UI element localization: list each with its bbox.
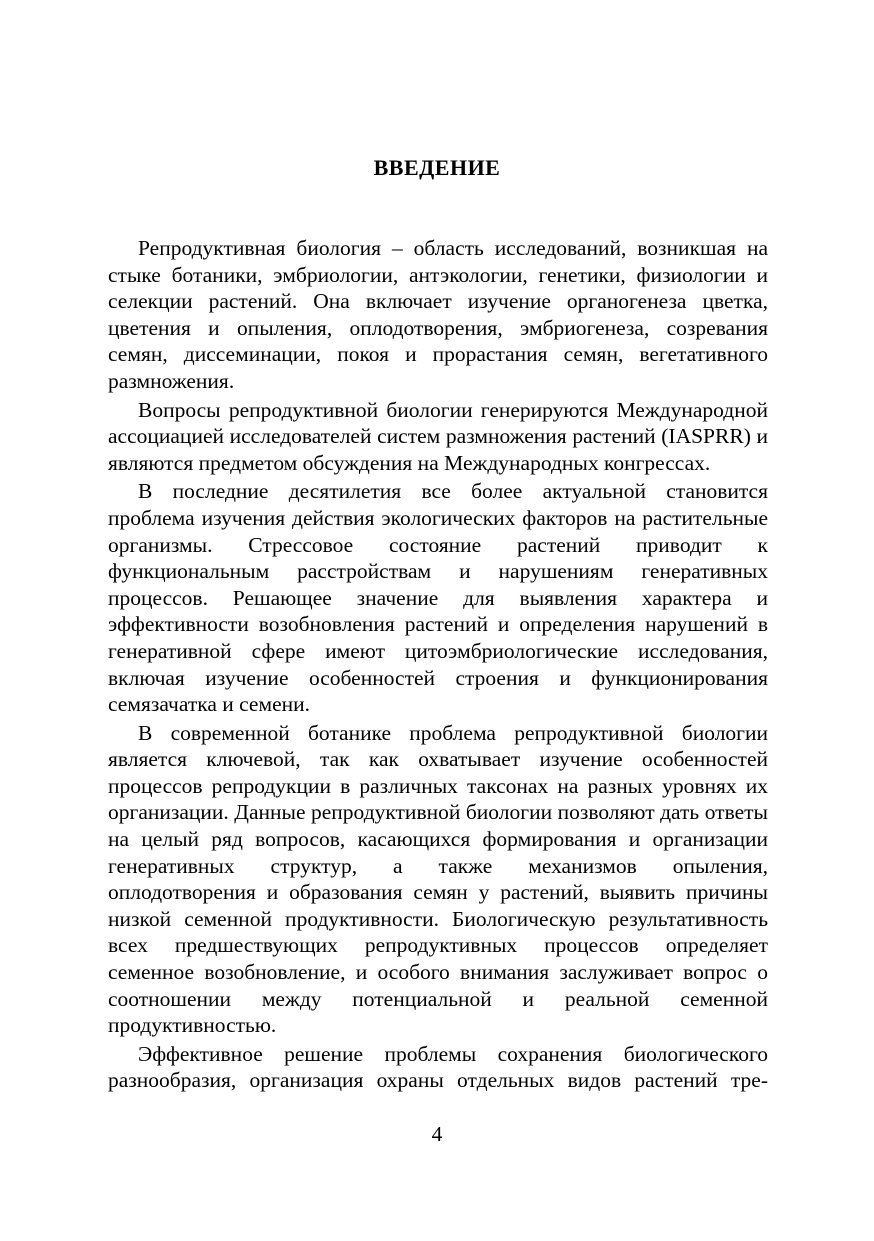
page-number: 4 bbox=[431, 1122, 443, 1146]
paragraph: Репродуктивная биология – область исследований, возникшая на стыке ботаники, эмбриологии, антэкологии, генетики, физиологии и селекции растений. Она включает изучение органогенеза цветка, цветения и опыления, оплодотворения, эмбриогенеза, созревания семян, диссеминации, покоя и прорастания семян, вегетативного размножения. bbox=[108, 236, 768, 393]
page-title: ВВЕДЕНИЕ bbox=[373, 155, 501, 180]
paragraph: В последние десятилетия все более актуальной становится проблема изучения действия экологических факторов на растительные организмы. Стрессовое состояние растений приводит к функциональным расстройствам и нарушениям генеративных процессов. Решающее значение для выявления характера и эффективности возобновления растений и определения нарушений в генеративной сфере имеют цитоэмбриологические исследования, включая изучение особенностей строения и функционирования семязачатка и семени. bbox=[108, 479, 768, 717]
body-text bbox=[108, 235, 768, 1096]
paragraph: Эффективное решение проблемы сохранения биологического разнообразия, организация охраны отдельных видов растений тре- bbox=[108, 1041, 768, 1093]
paragraph: Вопросы репродуктивной биологии генерируются Международной ассоциацией исследователей систем размножения растений (IASPRR) и являются предметом обсуждения на Международных конгрессах. bbox=[108, 397, 768, 475]
paragraph: В современной ботанике проблема репродуктивной биологии является ключевой, так как охватывает изучение особенностей процессов репродукции в различных таксонах на разных уровнях их организации. Данные репродуктивной биологии позволяют дать ответы на целый ряд вопросов, касающихся формирования и организации генеративных структур, а также механизмов опыления, оплодотворения и образования семян у растений, выявить причины низкой семенной продуктивности. Биологическую результативность всех предшествующих репродуктивных процессов определяет семенное возобновление, и особого внимания заслуживает вопрос о соотношении между потенциальной и реальной семенной продуктивностью. bbox=[108, 720, 768, 1038]
